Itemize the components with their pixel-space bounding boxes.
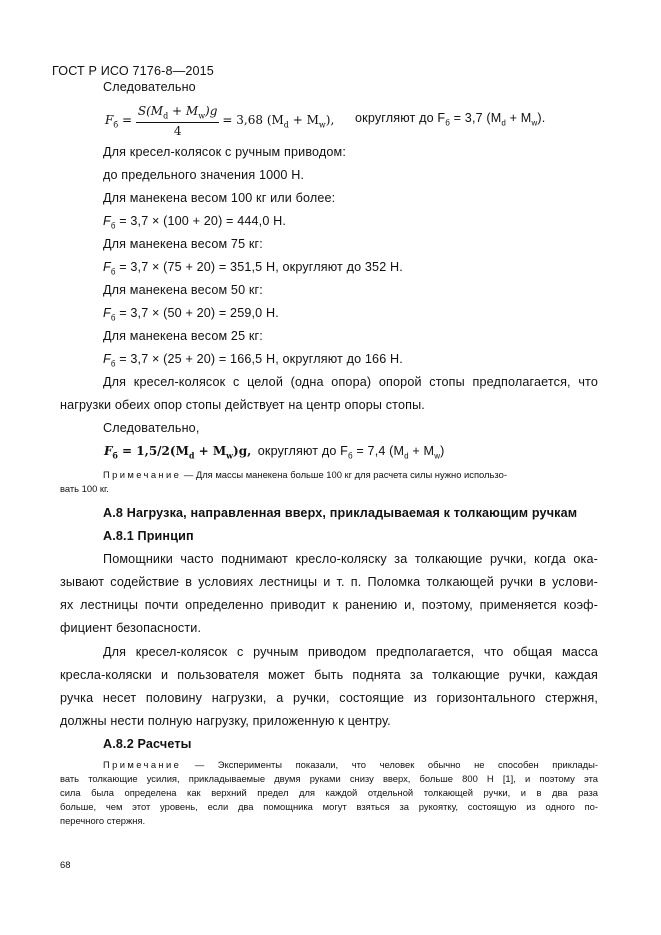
equation-line: $F_б = 3,7 \times (100 + 20) = 444,0$ Н. [103, 214, 287, 231]
formula-rhs: = 3,68 $(M_d + M_w)$, [222, 112, 335, 130]
equation-line: $F_б = 3,7 \times (50 + 20) = 259,0$ Н. [103, 306, 279, 323]
text-line: Для кресел-колясок с ручным приводом: [103, 145, 347, 159]
subsection-heading: А.8.1 Принцип [103, 529, 194, 543]
note-line: Примечание — Для массы манекена больше 100 кг для расчета силы нужно использо- [103, 469, 507, 480]
note-line: Примечание — Эксперименты показали, что человек обычно не способен приклады- [103, 759, 598, 770]
paragraph-line: должны нести полную нагрузку, приложенную к центру. [60, 714, 391, 728]
formula-fraction: $\frac{S(M_d + M_w)g}{4}$ [137, 104, 218, 138]
paragraph-line: ручка несет половину нагрузки, а ручки, состоящие из горизонтального стержня, [60, 691, 598, 705]
paragraph-line: зывают содействие в условиях лестницы и т. п. Поломка толкающей ручки в услови- [60, 575, 598, 589]
note-line: сила была определена как верхний предел для каждой отдельной толкающей ручки, и в два раза [60, 787, 598, 798]
text-line: Для манекена весом 75 кг: [103, 237, 263, 251]
equation-line: $F_б = 3,7 \times (75 + 20) = 351,5$ Н, округляют до 352 Н. [103, 260, 403, 277]
paragraph-line: кресла-коляски и пользователя может быть поднята за толкающие ручки, каждая [60, 668, 598, 682]
formula-rounding: округляют до $F_б = 3,7$ $(M_d + M_w)$. [355, 111, 546, 128]
text-line: Следовательно, [103, 421, 200, 435]
paragraph-line: Для кресел-колясок с ручным приводом предполагается, что общая масса [103, 645, 598, 659]
text-line: Следовательно [103, 80, 196, 94]
formula-lhs: $F_б$ = [105, 112, 133, 130]
paragraph-line: нагрузки обеих опор стопы действует на центр опоры стопы. [60, 398, 425, 412]
text-line: Для манекена весом 25 кг: [103, 329, 263, 343]
paragraph-line: Помощники часто поднимают кресло-коляску за толкающие ручки, когда ока- [103, 552, 598, 566]
text-line: Для манекена весом 100 кг или более: [103, 191, 336, 205]
paragraph-line: Для кресел-колясок с целой (одна опора) опорой стопы предполагается, что [103, 375, 598, 389]
text-line: до предельного значения 1000 Н. [103, 168, 305, 182]
paragraph-line: фициент безопасности. [60, 621, 202, 635]
note-line: вать 100 кг. [60, 483, 109, 494]
equation-line: $F_б = 3,7 \times (25 + 20) = 166,5$ Н, округляют до 166 Н. [103, 352, 403, 369]
note-line: перечного стержня. [60, 815, 146, 826]
note-line: больше, чем этот уровень, если два помощника могут взяться за рукоятку, состоящую из одного по- [60, 801, 598, 812]
formula-2: $F_б = 1,5/2(M_d + M_w)g$, округляют до $F_б = 7,4$ $(M_d + M_w)$ [104, 444, 445, 461]
page-number: 68 [60, 859, 71, 870]
note-line: вать толкающие усилия, прикладываемые двумя руками снизу вверх, больше 800 Н [1], и поэтому эта [60, 773, 598, 784]
section-heading: А.8 Нагрузка, направленная вверх, прикладываемая к толкающим ручкам [103, 506, 578, 520]
text-line: Для манекена весом 50 кг: [103, 283, 263, 297]
formula-1 [105, 104, 334, 138]
document-header: ГОСТ Р ИСО 7176-8—2015 [52, 64, 214, 78]
subsection-heading: А.8.2 Расчеты [103, 737, 192, 751]
paragraph-line: ях лестницы почти определенно приводит к ранению и, поэтому, применяется коэф- [60, 598, 598, 612]
